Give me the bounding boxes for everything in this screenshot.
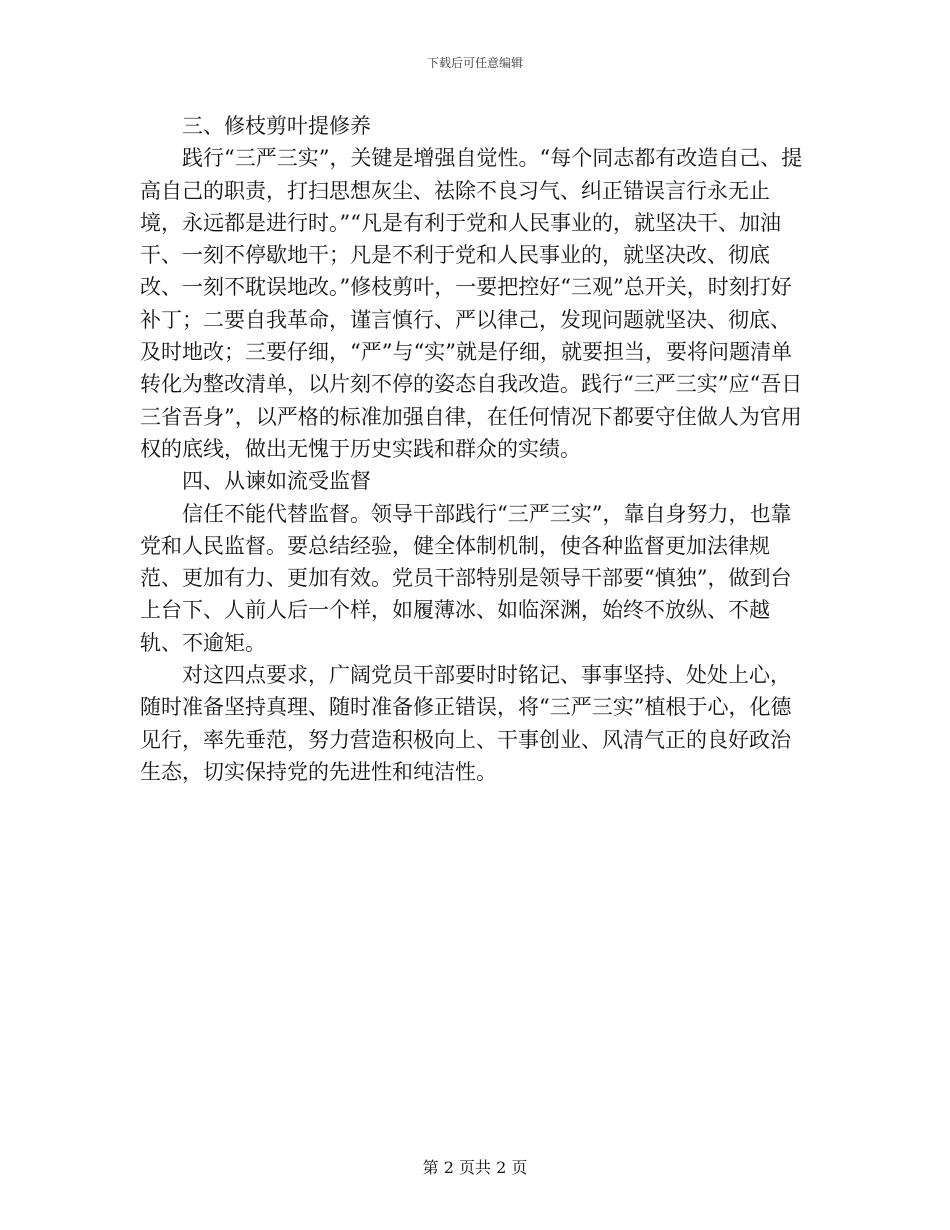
section-4-paragraph: 信任不能代替监督。领导干部践行“三严三实”，靠自身努力，也靠党和人民监督。要总结经验，健全体制机制，使各种监督更加法律规范、更加有力、更加有效。党员干部特别是领导干部要“慎独”，做到台上台下、人前人后一个样，如履薄冰、如临深渊，始终不放纵、不越轨、不逾矩。 bbox=[140, 501, 792, 655]
page-number-footer: 第 2 页共 2 页 bbox=[422, 1158, 528, 1177]
conclusion-paragraph: 对这四点要求，广阔党员干部要时时铭记、事事坚持、处处上心，随时准备坚持真理、随时准备修正错误，将“三严三实”植根于心，化德见行，率先垂范，努力营造积极向上、干事创业、风清气正的良好政治生态，切实保持党的先进性和纯洁性。 bbox=[140, 663, 792, 784]
page-header: 下载后可任意编辑 bbox=[426, 56, 523, 70]
section-heading-4: 四、从谏如流受监督 bbox=[182, 469, 371, 494]
section-3-paragraph: 践行“三严三实”，关键是增强自觉性。“每个同志都有改造自己、提高自己的职责，打扫思想灰尘、祛除不良习气、纠正错误言行永无止境，永远都是进行时。”“凡是有利于党和人民事业的，就坚决干、加油干、一刻不停歇地干；凡是不利于党和人民事业的，就坚决改、彻底改、一刻不耽误地改。”修枝剪叶，一要把控好“三观”总开关，时刻打好补丁；二要自我革命，谨言慎行、严以律己，发现问题就坚决、彻底、及时地改；三要仔细，“严”与“实”就是仔细，就要担当，要将问题清单转化为整改清单，以片刻不停的姿态自我改造。践行“三严三实”应“吾日三省吾身”，以严格的标准加强自律，在任何情况下都要守住做人为官用权的底线，做出无愧于历史实践和群众的实绩。 bbox=[140, 146, 803, 461]
section-heading-3: 三、修枝剪叶提修养 bbox=[182, 114, 371, 138]
document-body bbox=[140, 110, 810, 788]
